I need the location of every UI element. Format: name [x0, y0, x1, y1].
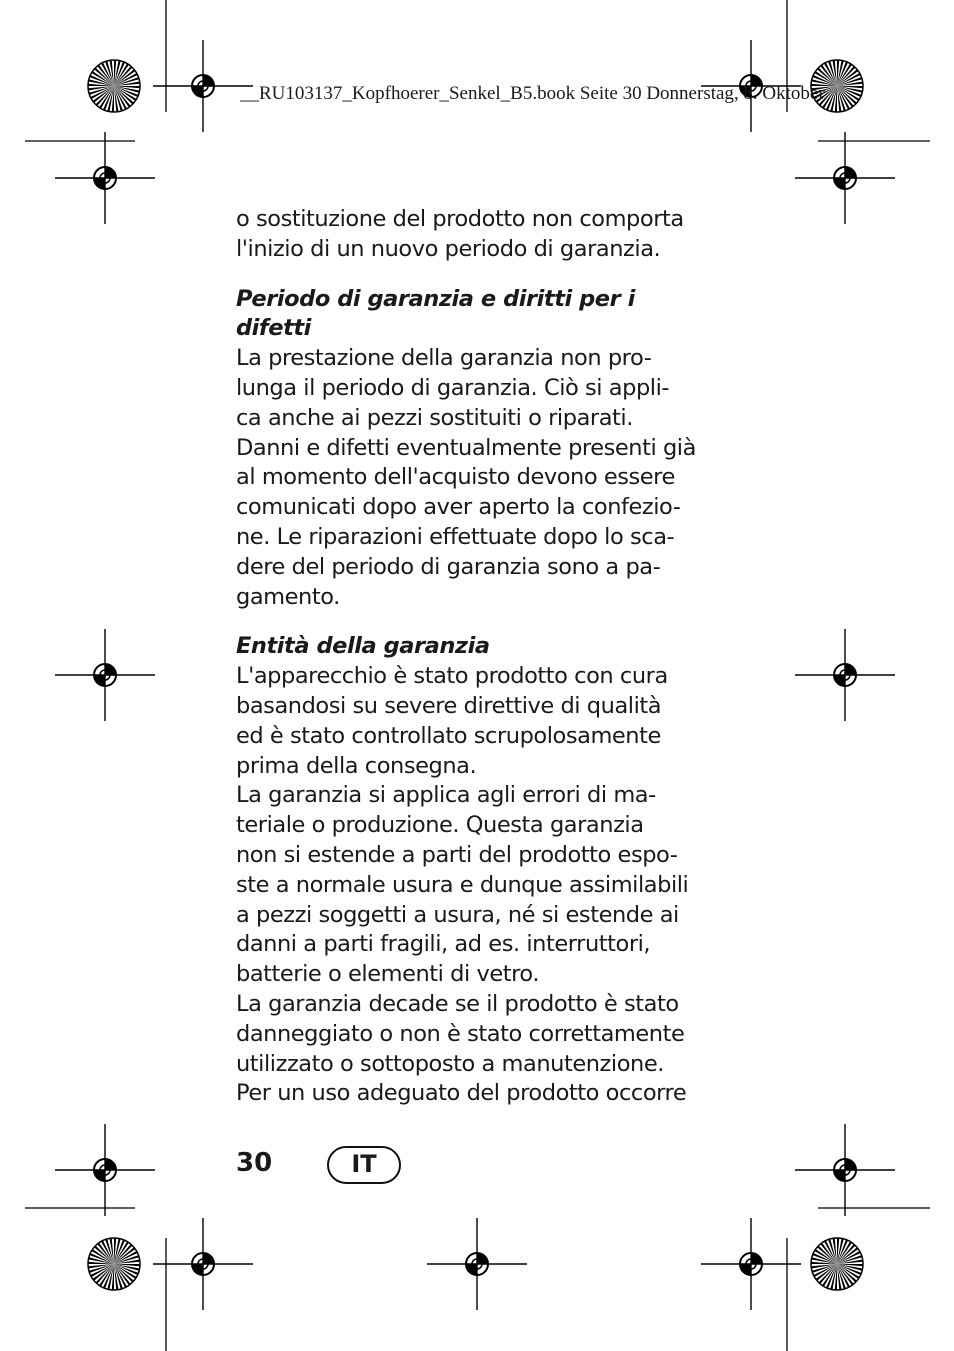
- text-line: al momento dell'acquisto devono essere: [236, 464, 675, 491]
- registration-mark-icon: [153, 1218, 253, 1310]
- text-line: ste a normale usura e dunque assimilabili: [236, 871, 689, 898]
- text-line: prima della consegna.: [236, 752, 477, 779]
- section-heading-warranty-period: [236, 285, 696, 345]
- text-line: l'inizio di un nuovo periodo di garanzia.: [236, 235, 661, 262]
- heading-line: Entità della garanzia: [236, 633, 490, 660]
- text-line: La garanzia decade se il prodotto è stato: [236, 990, 679, 1017]
- color-target-icon: [88, 60, 140, 112]
- heading-line: difetti: [236, 315, 311, 342]
- text-line: ed è stato controllato scrupolosamente: [236, 722, 661, 749]
- intro-paragraph: [236, 205, 696, 265]
- text-line: danneggiato o non è stato correttamente: [236, 1020, 685, 1047]
- running-head: __RU103137_Kopfhoerer_Senkel_B5.book Seite 30 Donnerstag, 8. Oktober: [240, 83, 825, 104]
- document-body: [236, 205, 696, 1109]
- text-line: L'apparecchio è stato prodotto con cura: [236, 663, 668, 690]
- text-line: gamento.: [236, 583, 340, 610]
- text-line: ne. Le riparazioni effettuate dopo lo sca-: [236, 523, 675, 550]
- text-line: danni a parti fragili, ad es. interruttori,: [236, 931, 651, 958]
- heading-line: Periodo di garanzia e diritti per i: [236, 285, 635, 312]
- section-paragraph: [236, 662, 696, 1109]
- text-line: teriale o produzione. Questa garanzia: [236, 812, 644, 839]
- registration-mark-icon: [55, 629, 155, 721]
- text-line: batterie o elementi di vetro.: [236, 961, 540, 988]
- registration-mark-icon: [55, 132, 155, 224]
- language-badge: IT: [327, 1146, 401, 1184]
- text-line: basandosi su severe direttive di qualità: [236, 692, 662, 719]
- text-line: non si estende a parti del prodotto espo-: [236, 841, 678, 868]
- registration-mark-icon: [701, 1218, 801, 1310]
- registration-mark-icon: [795, 132, 895, 224]
- text-line: utilizzato o sottoposto a manutenzione.: [236, 1050, 664, 1077]
- section-paragraph: [236, 344, 696, 612]
- registration-mark-icon: [795, 629, 895, 721]
- registration-mark-icon: [427, 1218, 527, 1310]
- registration-mark-icon: [55, 1124, 155, 1216]
- text-line: lunga il periodo di garanzia. Ciò si appli-: [236, 374, 670, 401]
- text-line: dere del periodo di garanzia sono a pa-: [236, 553, 661, 580]
- page-number: 30: [236, 1148, 273, 1178]
- text-line: La prestazione della garanzia non pro-: [236, 345, 652, 372]
- registration-mark-icon: [153, 40, 253, 132]
- text-line: o sostituzione del prodotto non comporta: [236, 206, 684, 232]
- section-heading-warranty-scope: [236, 632, 696, 662]
- text-line: Danni e difetti eventualmente presenti già: [236, 434, 696, 461]
- color-target-icon: [88, 1238, 140, 1290]
- text-line: a pezzi soggetti a usura, né si estende ai: [236, 901, 679, 928]
- text-line: La garanzia si applica agli errori di ma-: [236, 782, 656, 809]
- registration-mark-icon: [795, 1124, 895, 1216]
- text-line: Per un uso adeguato del prodotto occorre: [236, 1080, 687, 1107]
- color-target-icon: [811, 1238, 863, 1290]
- text-line: ca anche ai pezzi sostituiti o riparati.: [236, 404, 633, 431]
- text-line: comunicati dopo aver aperto la confezio-: [236, 494, 681, 521]
